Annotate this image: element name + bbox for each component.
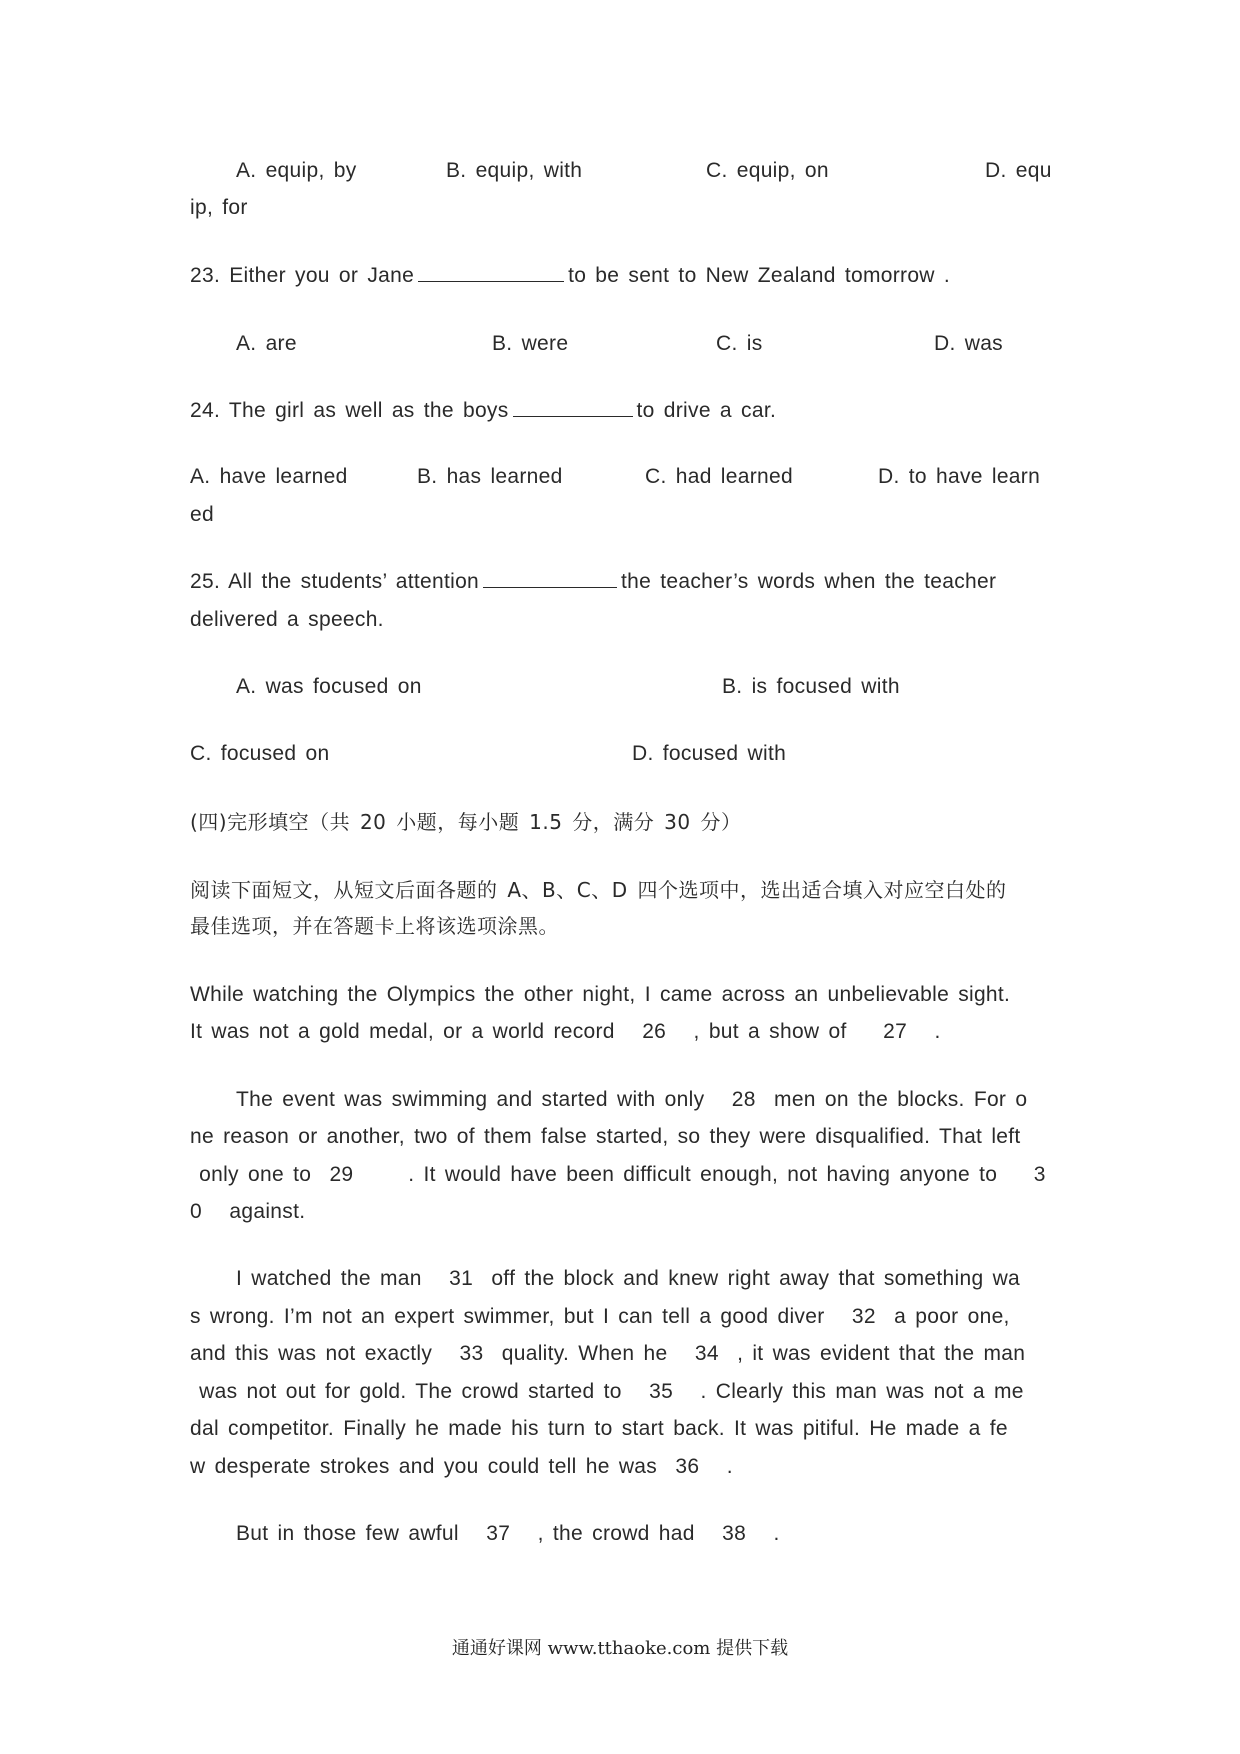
- q24-option-b: B. has learned: [417, 465, 563, 488]
- passage-line: The event was swimming and started with only 28 men on the blocks. For o: [236, 1088, 1028, 1111]
- passage-line: s wrong. I’m not an expert swimmer, but I can tell a good diver 32 a poor one,: [190, 1305, 1010, 1328]
- q23-option-a: A. are: [236, 332, 297, 355]
- q25-option-c: C. focused on: [190, 742, 330, 765]
- q23-stem: 23. Either you or Jane to be sent to New Zealand tomorrow .: [190, 257, 950, 295]
- q25-option-a: A. was focused on: [236, 675, 422, 698]
- q24-option-d: D. to have learn: [878, 465, 1041, 488]
- answer-blank: [418, 259, 564, 282]
- passage-line: w desperate strokes and you could tell he was 36 .: [190, 1455, 733, 1478]
- section-instructions: 阅读下面短文，从短文后面各题的 A、B、C、D 四个选项中，选出适合填入对应空白处的: [190, 878, 1007, 902]
- q25-stem: 25. All the students’ attention the teacher’s words when the teacher: [190, 563, 996, 601]
- q25-option-d: D. focused with: [632, 742, 787, 765]
- q22-option-d-wrap: ip, for: [190, 196, 248, 219]
- q22-option-c: C. equip, on: [706, 159, 829, 182]
- passage-line: and this was not exactly 33 quality. When he 34 , it was evident that the man: [190, 1342, 1026, 1365]
- passage-line: But in those few awful 37 , the crowd had 38 .: [236, 1522, 780, 1545]
- q23-option-c: C. is: [716, 332, 763, 355]
- passage-line: 0 against.: [190, 1200, 306, 1223]
- q24-option-a: A. have learned: [190, 465, 348, 488]
- q23-option-b: B. were: [492, 332, 569, 355]
- q25-stem-cont: delivered a speech.: [190, 608, 384, 631]
- section-heading: (四)完形填空（共 20 小题，每小题 1.5 分，满分 30 分）: [190, 810, 742, 834]
- passage-line: I watched the man 31 off the block and knew right away that something wa: [236, 1267, 1021, 1290]
- q25-option-b: B. is focused with: [722, 675, 900, 698]
- passage-line: While watching the Olympics the other night, I came across an unbelievable sight.: [190, 983, 1011, 1006]
- page-footer: 通通好课网 www.tthaoke.com 提供下载: [451, 1638, 789, 1659]
- passage-line: It was not a gold medal, or a world record 26 , but a show of 27 .: [190, 1020, 941, 1043]
- q22-option-b: B. equip, with: [446, 159, 583, 182]
- passage-line: only one to 29 . It would have been difficult enough, not having anyone to 3: [190, 1163, 1046, 1186]
- passage-line: was not out for gold. The crowd started to 35 . Clearly this man was not a me: [190, 1380, 1024, 1403]
- q24-option-d-wrap: ed: [190, 503, 214, 526]
- passage-line: dal competitor. Finally he made his turn to start back. It was pitiful. He made a fe: [190, 1417, 1008, 1440]
- answer-blank: [513, 394, 633, 417]
- q23-option-d: D. was: [934, 332, 1003, 355]
- section-instructions-cont: 最佳选项，并在答题卡上将该选项涂黑。: [190, 914, 559, 938]
- answer-blank: [483, 565, 617, 588]
- passage-line: ne reason or another, two of them false started, so they were disqualified. That left: [190, 1125, 1021, 1148]
- q24-option-c: C. had learned: [645, 465, 793, 488]
- q22-option-a: A. equip, by: [236, 159, 357, 182]
- q22-option-d: D. equ: [985, 159, 1052, 182]
- q24-stem: 24. The girl as well as the boys to drive a car.: [190, 392, 776, 430]
